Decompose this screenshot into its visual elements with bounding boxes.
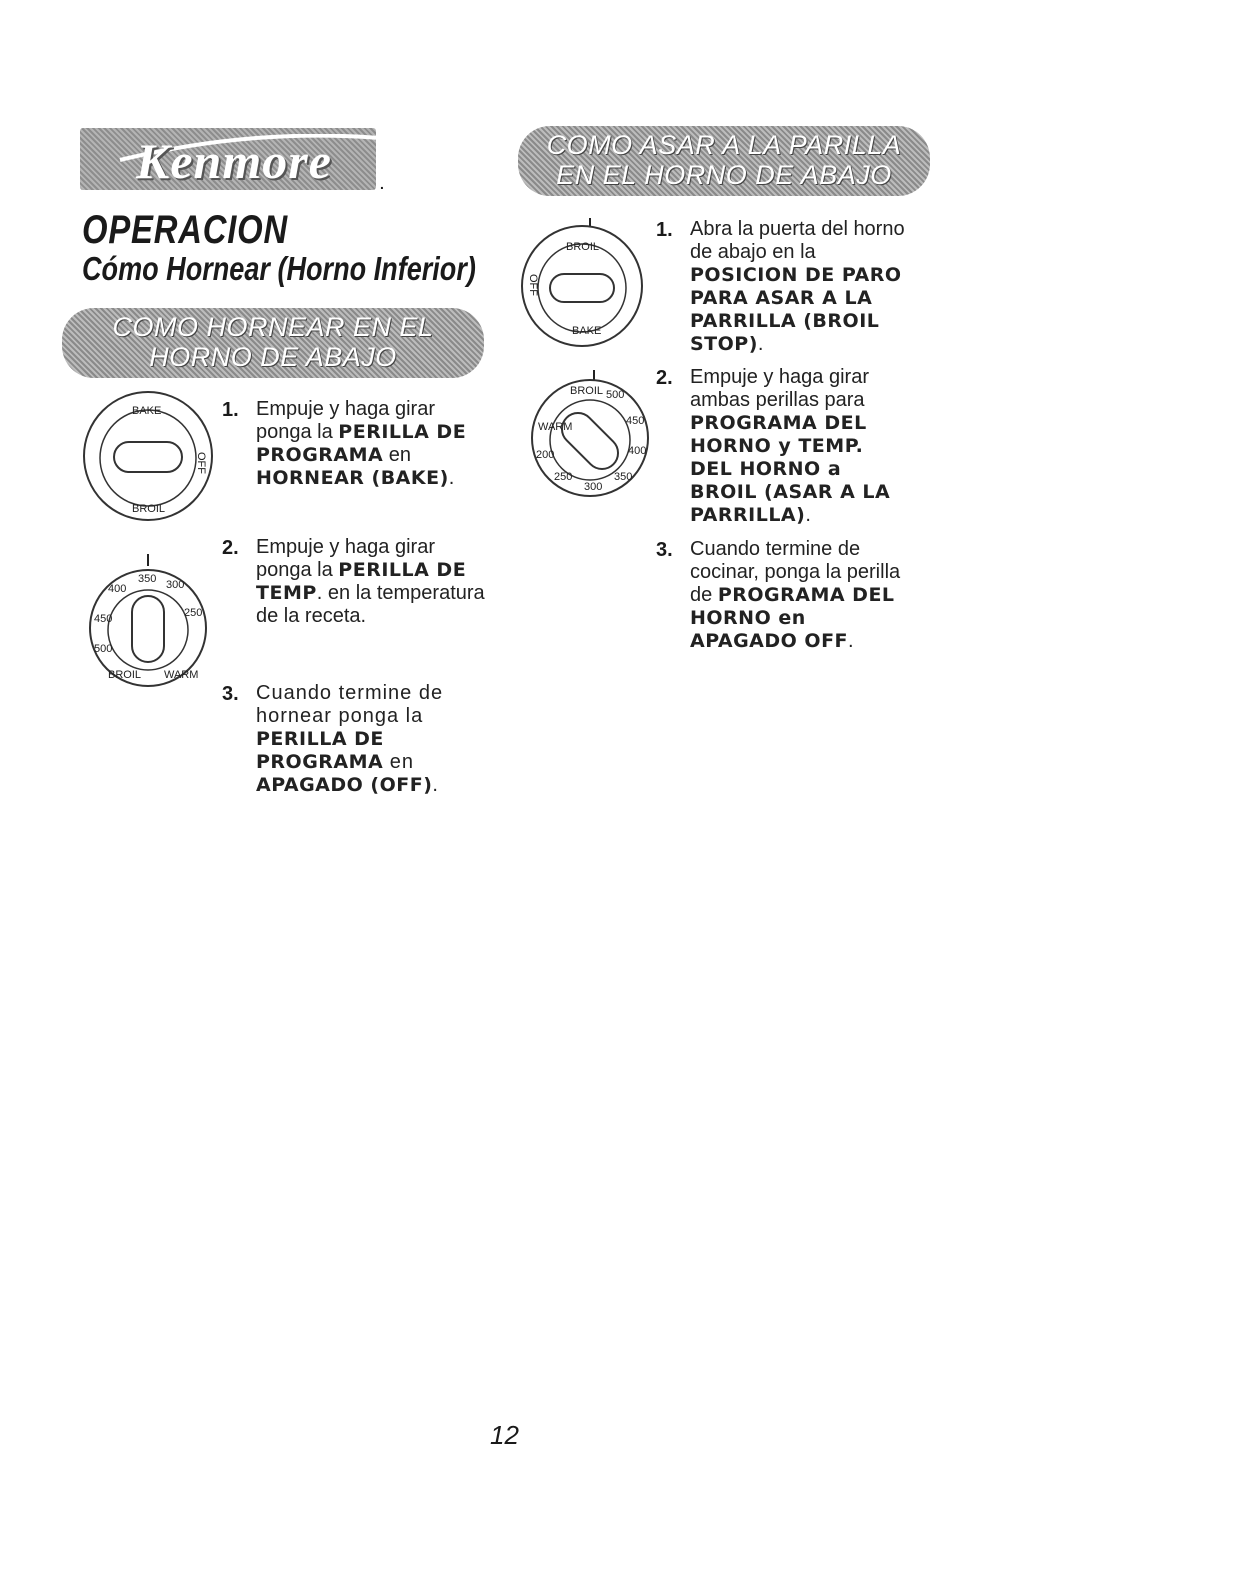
left-step-2 <box>222 536 492 628</box>
temp-450: 450 <box>94 613 113 625</box>
temp-350: 350 <box>138 573 157 585</box>
right-step-1 <box>656 218 926 356</box>
banner-line-2: EN EL HORNO DE ABAJO <box>556 160 892 190</box>
dial-label-off: OFF <box>527 274 539 296</box>
temp-knob-broil-icon <box>524 368 656 504</box>
step-text: Cuando termine de hornear ponga la PERILLA DE PROGRAMA en APAGADO (OFF). <box>256 682 444 796</box>
program-knob-broil-icon <box>516 218 648 350</box>
step-text: Empuje y haga girar ambas perillas para PROGRAMA DEL HORNO y TEMP. DEL HORNO a BROIL (ASAR A LA PARRILLA). <box>690 366 891 526</box>
temp-500: 500 <box>606 389 625 401</box>
temp-400: 400 <box>108 583 127 595</box>
kenmore-logo <box>80 128 376 190</box>
right-step-3 <box>656 538 916 653</box>
step-number: 2. <box>656 367 673 389</box>
banner-line-1: COMO ASAR A LA PARILLA <box>546 130 902 160</box>
page-number: 12 <box>490 1420 519 1450</box>
dial-label-broil: BROIL <box>132 503 166 515</box>
step-number: 2. <box>222 537 239 559</box>
logo-text: Kenmore <box>136 133 332 189</box>
temp-500: 500 <box>94 643 113 655</box>
temp-350: 350 <box>614 471 633 483</box>
step-number: 3. <box>222 683 239 705</box>
left-step-3 <box>222 682 472 797</box>
temp-broil: BROIL <box>108 669 142 681</box>
step-text: Abra la puerta del horno de abajo en la POSICION DE PARO PARA ASAR A LA PARRILLA (BROIL STOP). <box>690 218 905 355</box>
temp-400: 400 <box>628 445 647 457</box>
temp-knob-icon <box>80 552 208 692</box>
dial-label-bake: BAKE <box>572 325 602 337</box>
dial-label-broil: BROIL <box>566 241 600 253</box>
temp-warm: WARM <box>538 421 573 433</box>
banner-broil <box>518 126 930 196</box>
banner-line-1: COMO HORNEAR EN EL <box>112 312 434 342</box>
program-knob-bake-icon <box>80 388 216 524</box>
temp-300: 300 <box>584 481 603 493</box>
banner-line-2: HORNO DE ABAJO <box>149 342 397 372</box>
step-text: Cuando termine de cocinar, ponga la perilla de PROGRAMA DEL HORNO en APAGADO OFF. <box>690 538 901 652</box>
temp-250: 250 <box>184 607 203 619</box>
left-step-1 <box>222 398 492 490</box>
step-number: 3. <box>656 539 673 561</box>
section-title: OPERACION <box>82 208 289 252</box>
right-step-2 <box>656 366 906 527</box>
temp-250: 250 <box>554 471 573 483</box>
step-number: 1. <box>656 219 673 241</box>
banner-bake <box>62 308 484 378</box>
temp-300: 300 <box>166 579 185 591</box>
section-subtitle: Cómo Hornear (Horno Inferior) <box>82 250 476 287</box>
step-text: Empuje y haga girar ponga la PERILLA DE PROGRAMA en HORNEAR (BAKE). <box>256 398 467 489</box>
temp-warm: WARM <box>164 669 199 681</box>
temp-200: 200 <box>536 449 555 461</box>
logo-dot: . <box>380 176 384 192</box>
temp-broil: BROIL <box>570 385 604 397</box>
temp-450: 450 <box>626 415 645 427</box>
dial-label-off: OFF <box>195 452 207 474</box>
step-number: 1. <box>222 399 239 421</box>
dial-label-bake: BAKE <box>132 405 162 417</box>
step-text: Empuje y haga girar ponga la PERILLA DE TEMP. en la temperatura de la receta. <box>256 536 485 627</box>
